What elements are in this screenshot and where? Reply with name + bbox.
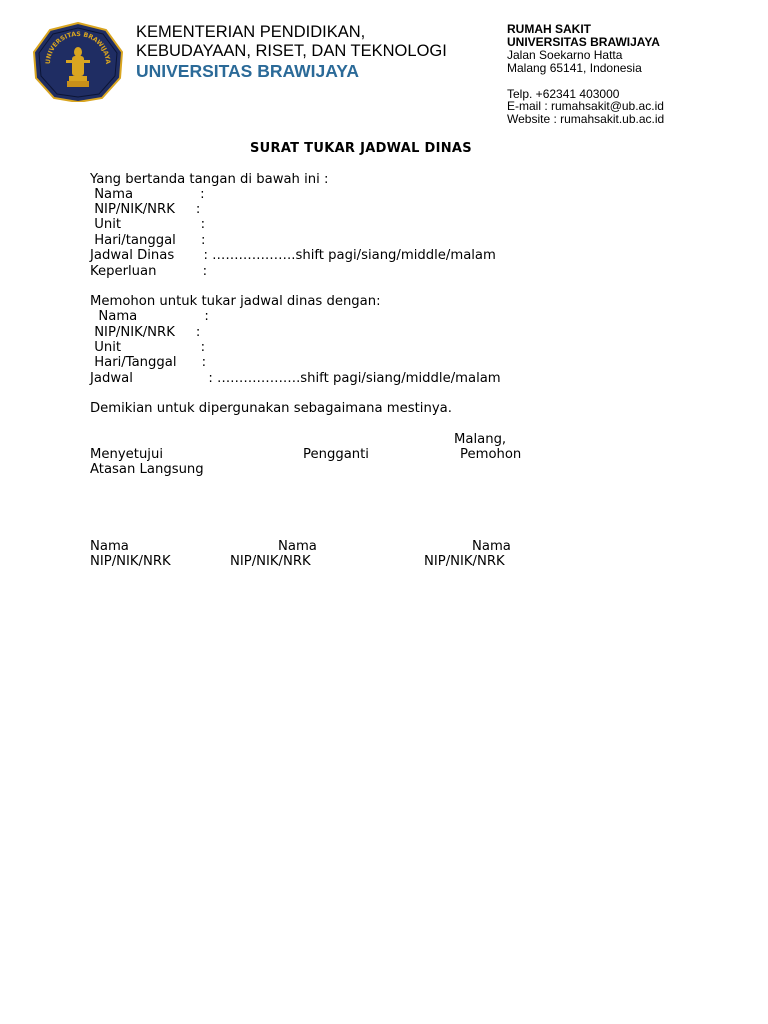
universitas-brawijaya-seal-icon xyxy=(32,22,124,102)
section1-jadwal: Jadwal Dinas : ……………….shift pagi/siang/middle/malam xyxy=(90,248,496,263)
section1-nip: NIP/NIK/NRK : xyxy=(90,202,201,217)
section2-hari: Hari/Tanggal : xyxy=(90,355,207,370)
university-name: UNIVERSITAS BRAWIJAYA xyxy=(136,61,360,81)
section2-intro: Memohon untuk tukar jadwal dinas dengan: xyxy=(90,294,381,309)
place-date: Malang, xyxy=(454,432,507,447)
ministry-line-1: KEMENTERIAN PENDIDIKAN, xyxy=(136,23,366,41)
hospital-address-line-1: Jalan Soekarno Hatta xyxy=(507,48,623,62)
substitute-name: Nama xyxy=(278,539,317,554)
approver-label: Menyetujui xyxy=(90,447,163,462)
hospital-phone: Telp. +62341 403000 xyxy=(507,87,620,101)
approver-id: NIP/NIK/NRK xyxy=(90,554,171,569)
hospital-website: Website : rumahsakit.ub.ac.id xyxy=(507,112,665,126)
hospital-name-line-2: UNIVERSITAS BRAWIJAYA xyxy=(507,35,660,49)
hospital-email: E-mail : rumahsakit@ub.ac.id xyxy=(507,99,664,113)
substitute-id: NIP/NIK/NRK xyxy=(230,554,311,569)
document-title: SURAT TUKAR JADWAL DINAS xyxy=(250,141,472,156)
hospital-name-line-1: RUMAH SAKIT xyxy=(507,22,591,36)
section1-keperluan: Keperluan : xyxy=(90,264,208,279)
applicant-label: Pemohon xyxy=(460,447,522,462)
section2-unit: Unit : xyxy=(90,340,206,355)
applicant-id: NIP/NIK/NRK xyxy=(424,554,505,569)
section1-hari: Hari/tanggal : xyxy=(90,233,206,248)
section2-nama: Nama : xyxy=(90,309,209,324)
section2-jadwal: Jadwal : ……………….shift pagi/siang/middle/malam xyxy=(90,371,501,386)
section1-unit: Unit : xyxy=(90,217,206,232)
substitute-label: Pengganti xyxy=(303,447,369,462)
section1-nama: Nama : xyxy=(90,187,205,202)
hospital-address-line-2: Malang 65141, Indonesia xyxy=(507,61,642,75)
section2-nip: NIP/NIK/NRK : xyxy=(90,325,201,340)
applicant-name: Nama xyxy=(472,539,511,554)
section1-intro: Yang bertanda tangan di bawah ini : xyxy=(90,172,329,187)
ministry-line-2: KEBUDAYAAN, RISET, DAN TEKNOLOGI xyxy=(136,42,447,60)
approver-name: Nama xyxy=(90,539,129,554)
approver-sublabel: Atasan Langsung xyxy=(90,462,204,477)
closing-statement: Demikian untuk dipergunakan sebagaimana mestinya. xyxy=(90,401,452,416)
seal-text: UNIVERSITAS BRAWIJAYA xyxy=(44,30,112,65)
